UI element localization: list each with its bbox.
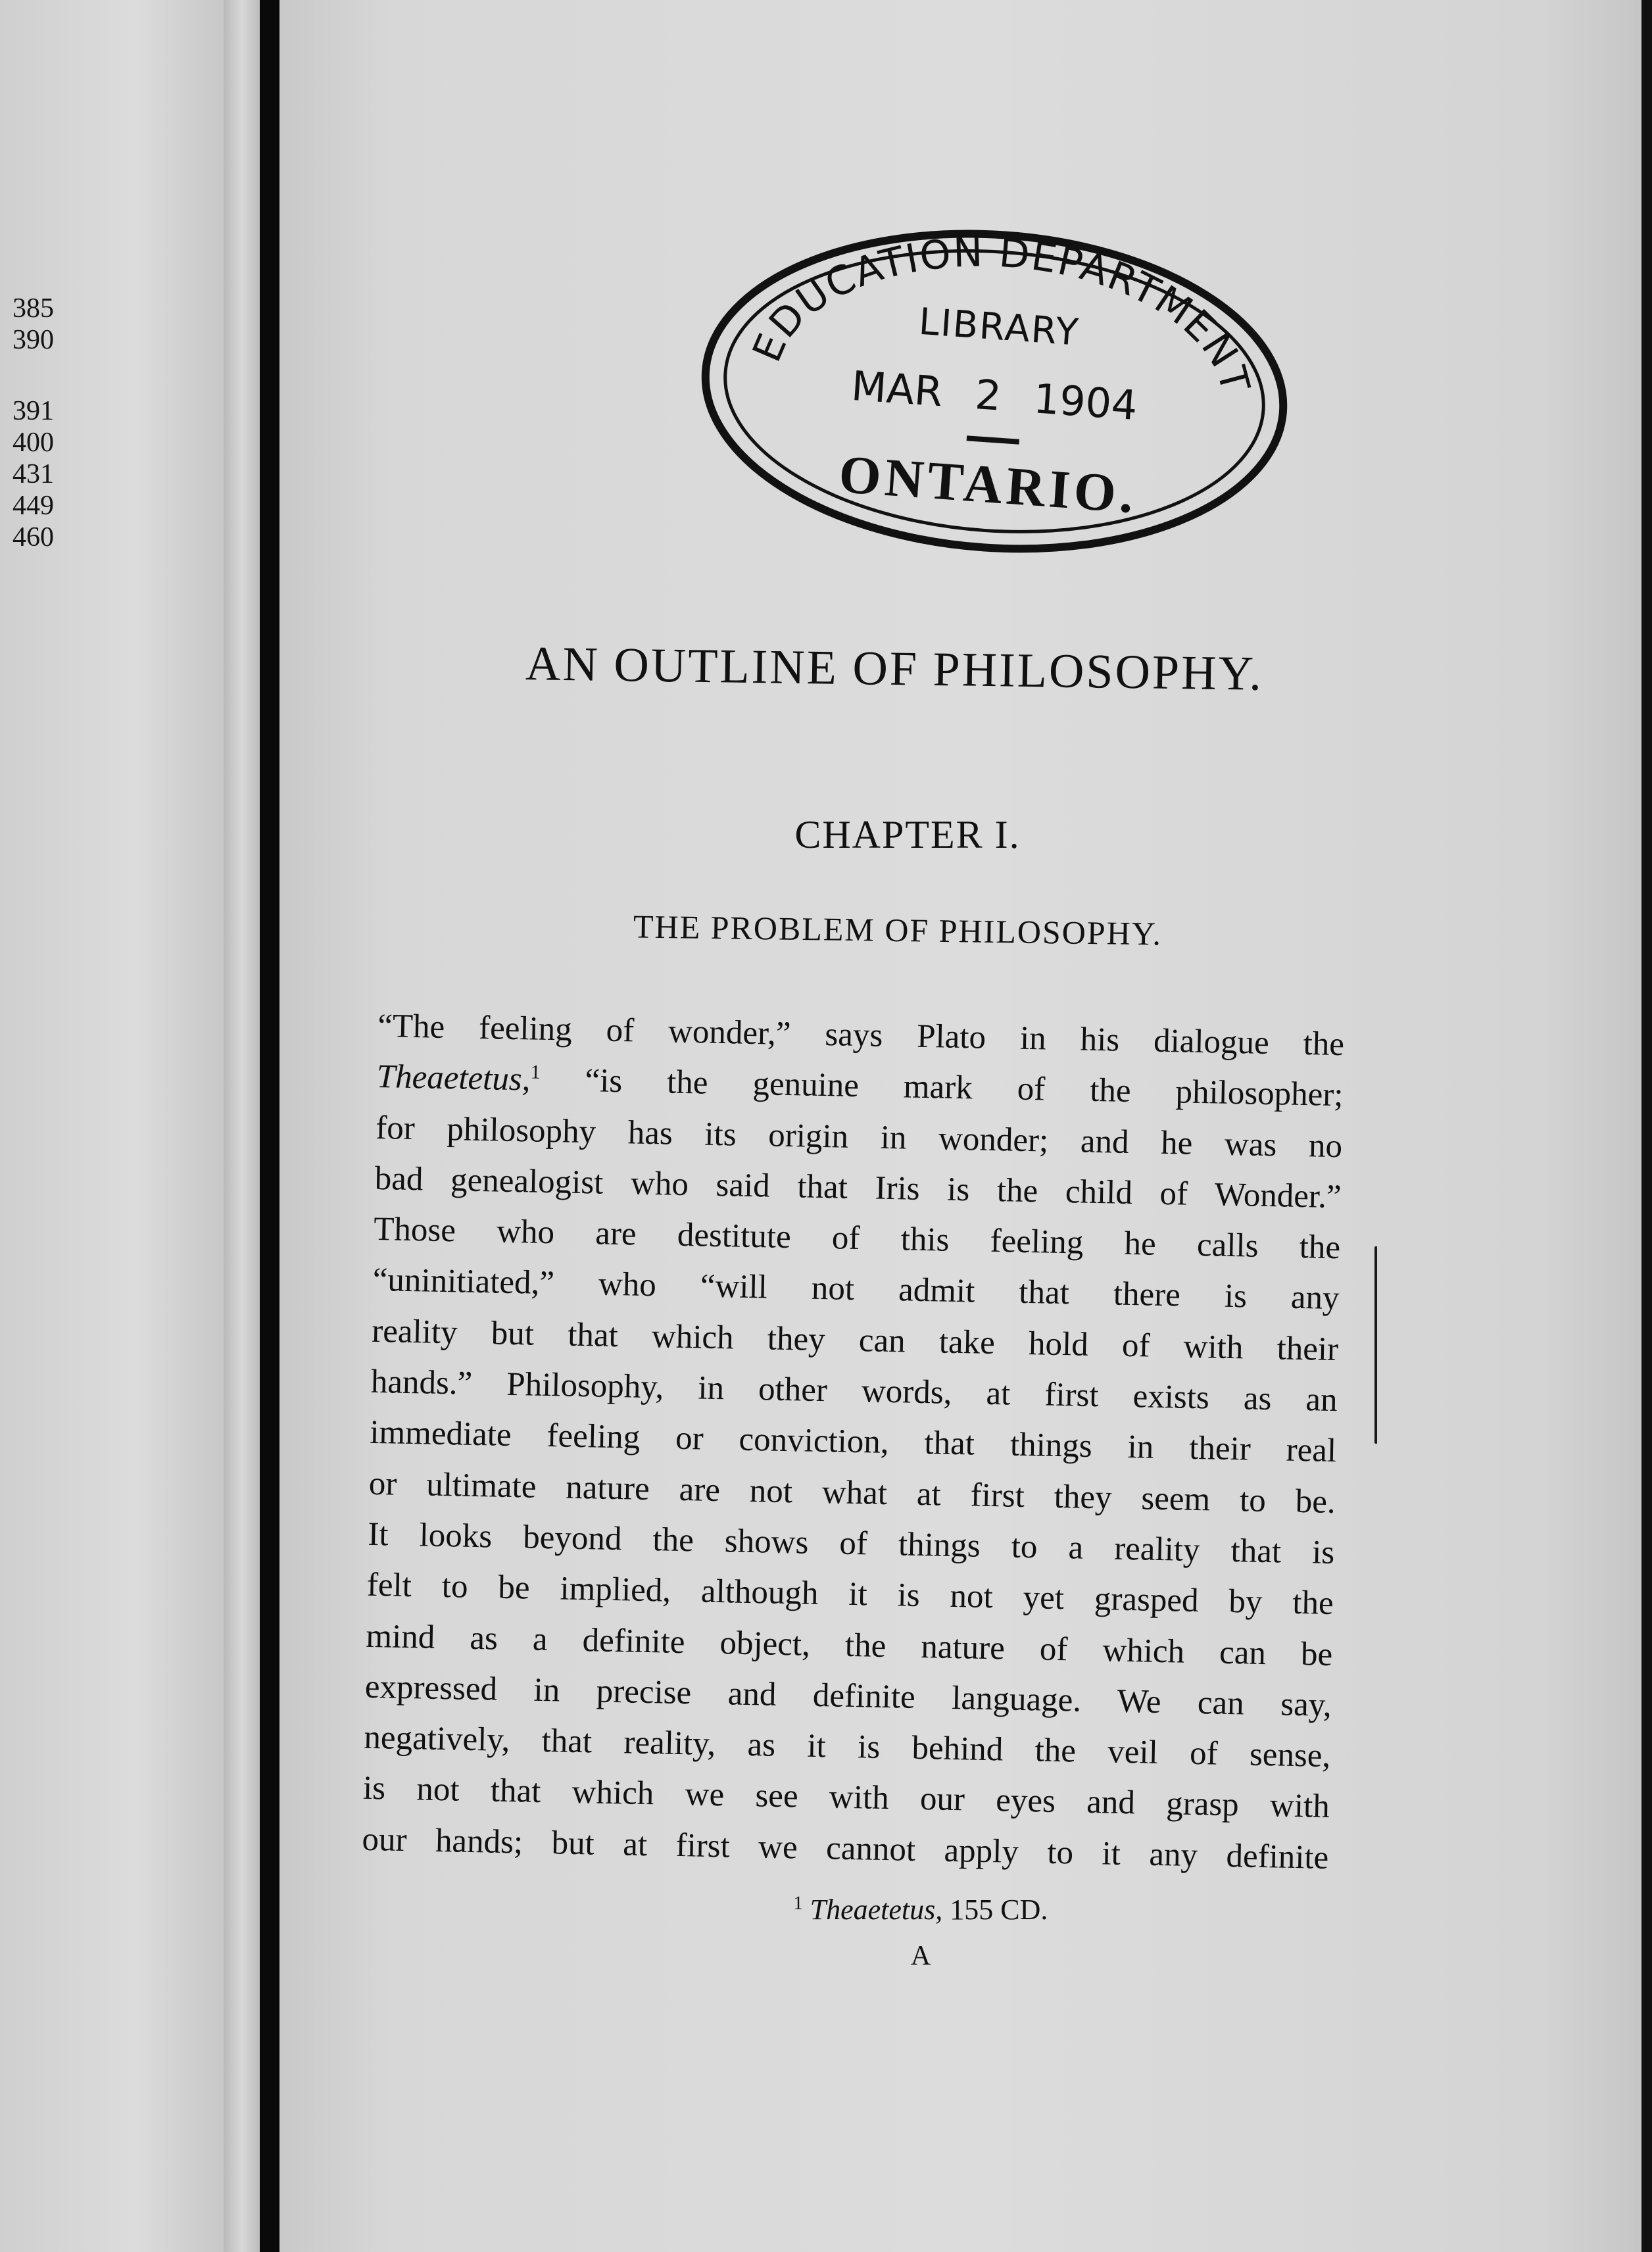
margin-pencil-mark [1374,1246,1381,1444]
footnote-work: Theaetetus, [810,1894,943,1926]
footnote-number: 1 [793,1893,803,1914]
book-title: AN OUTLINE OF PHILOSOPHY. [525,637,1264,701]
stamp-arc-text: EDUCATION DEPARTMENT [744,230,1259,399]
footnote-reference: 155 CD. [950,1894,1048,1926]
text-line: immediate feeling or conviction, that things in their real [369,1414,1337,1470]
left-page-number: 400 [12,428,54,458]
text-line-rest: “is the genuine mark of the philosopher; [584,1062,1344,1114]
page-edge-strip [224,0,260,2252]
text-line: It looks beyond the shows of things to a reality that is [367,1515,1335,1572]
signature-mark: A [910,1941,931,1971]
text-line: Those who are destitute of this feeling he calls the [373,1211,1341,1267]
book-gutter [260,0,279,2252]
left-page-number: 460 [12,522,54,552]
text-line: “uninitiated,” who “will not admit that there is any [372,1261,1340,1317]
footnote [691,1893,1151,1926]
text-line: bad genealogist who said that Iris is the child of Wonder.” [374,1160,1342,1216]
text-line: or ultimate nature are not what at first they seem to be. [368,1465,1336,1521]
footnote-marker: 1 [530,1061,541,1084]
left-page-number: 431 [12,459,54,489]
text-line: expressed in precise and definite language. We can say, [364,1668,1332,1724]
italic-title: Theaetetus, [376,1058,531,1098]
text-line: hands.” Philosophy, in other words, at first exists as an [370,1363,1338,1419]
text-line: our hands; but at first we cannot apply to it any definite [361,1821,1329,1876]
text-line: mind as a definite object, the nature of which can be [365,1617,1333,1673]
left-page-number: 391 [12,396,54,426]
text-line: “The feeling of wonder,” says Plato in his dialogue the [377,1007,1345,1064]
library-stamp [687,207,1303,576]
left-page-number: 385 [12,293,54,324]
left-facing-page [0,0,224,2252]
stamp-library-label: LIBRARY [917,300,1081,355]
chapter-title: THE PROBLEM OF PHILOSOPHY. [633,908,1163,952]
chapter-number: CHAPTER I. [794,813,1021,856]
text-line: is not that which we see with our eyes and grasp with [362,1770,1330,1826]
body-text [362,1001,1345,1884]
left-page-number-column [0,293,59,553]
text-line: for philosophy has its origin in wonder; and he was no [375,1109,1343,1165]
text-line: reality but that which they can take hold of with their [371,1312,1339,1368]
text-line: felt to be implied, although it is not yet grasped by the [366,1567,1334,1623]
left-page-number: 449 [12,491,54,521]
text-line: negatively, that reality, as it is behind the veil of sense, [363,1719,1331,1775]
stamp-date-year: 1904 [1032,374,1139,430]
stamp-date-month: MAR 2 [850,361,1003,420]
left-page-number: 390 [12,325,54,355]
right-page-edge [1641,0,1652,2252]
stamp-province: ONTARIO. [837,443,1140,525]
